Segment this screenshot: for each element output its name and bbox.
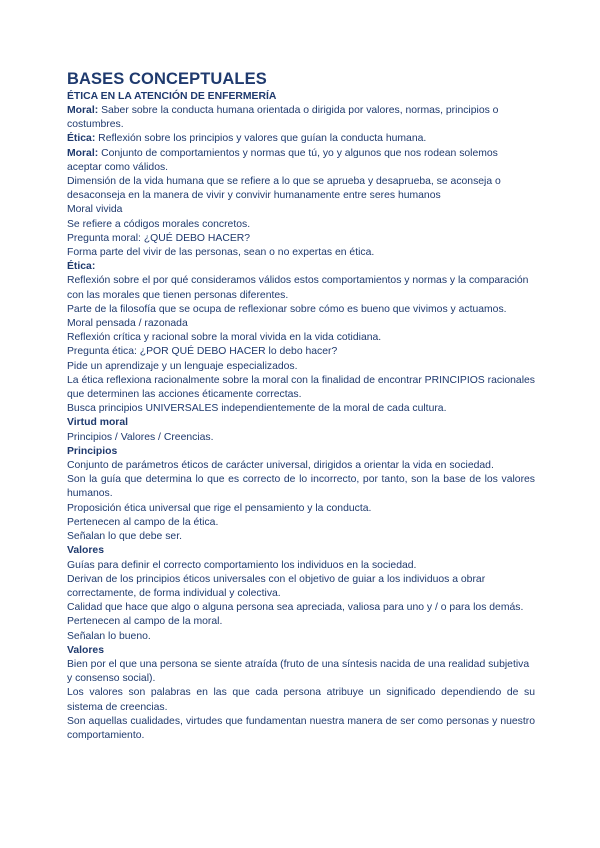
document-subtitle: ÉTICA EN LA ATENCIÓN DE ENFERMERÍA xyxy=(67,91,277,102)
paragraph: Principios / Valores / Creencias. xyxy=(67,431,214,443)
section-heading: Valores xyxy=(67,545,104,557)
paragraph: Busca principios UNIVERSALES independientemente de la moral de cada cultura. xyxy=(67,403,447,415)
paragraph: Pide un aprendizaje y un lenguaje especializados. xyxy=(67,360,298,372)
paragraph: Pertenecen al campo de la ética. xyxy=(67,516,219,528)
paragraph: Dimensión de la vida humana que se refiere a lo que se aprueba y desaprueba, se aconseja o desaconseja en la manera de vivir y convivir humanamente entre seres humanos xyxy=(67,176,501,202)
paragraph: Moral vivida xyxy=(67,204,123,216)
term: Moral: xyxy=(67,105,99,116)
paragraph xyxy=(67,104,535,132)
paragraph: Señalan lo que debe ser. xyxy=(67,531,182,543)
section-heading: Principios xyxy=(67,445,118,457)
definition: Saber sobre la conducta humana orientada o dirigida por valores, normas, principios o costumbres. xyxy=(67,105,499,131)
paragraph: La ética reflexiona racionalmente sobre la moral con la finalidad de encontrar PRINCIPIOS racionales que determinen las acciones éticamente correctas. xyxy=(67,374,535,401)
paragraph: Proposición ética universal que rige el pensamiento y la conducta. xyxy=(67,502,372,514)
paragraph: Son la guía que determina lo que es correcto de lo incorrecto, por tanto, son la base de los valores humanos. xyxy=(67,474,535,500)
paragraph: Pregunta moral: ¿QUÉ DEBO HACER? xyxy=(67,232,251,244)
paragraph: Señalan lo bueno. xyxy=(67,630,151,642)
definition: Conjunto de comportamientos y normas que tú, yo y algunos que nos rodean solemos aceptar como válidos. xyxy=(67,147,498,173)
paragraph: Reflexión crítica y racional sobre la moral vivida en la vida cotidiana. xyxy=(67,332,382,344)
paragraph: Son aquellas cualidades, virtudes que fundamentan nuestra manera de ser como personas y nuestro comportamiento. xyxy=(67,715,535,741)
paragraph xyxy=(67,132,535,146)
term: Moral: xyxy=(67,147,99,159)
paragraph: Forma parte del vivir de las personas, sean o no expertas en ética. xyxy=(67,247,375,259)
definition: Reflexión sobre los principios y valores que guían la conducta humana. xyxy=(95,133,427,145)
paragraph: Se refiere a códigos morales concretos. xyxy=(67,218,251,230)
section-heading: Ética: xyxy=(67,261,96,273)
section-heading: Valores xyxy=(67,644,104,656)
paragraph: Los valores son palabras en las que cada persona atribuye un significado dependiendo de su sistema de creencias. xyxy=(67,687,535,713)
paragraph: Bien por el que una persona se siente atraída (fruto de una síntesis nacida de una realidad subjetiva y consenso social). xyxy=(67,658,530,685)
paragraph: Derivan de los principios éticos universales con el objetivo de guiar a los individuos a obrar correctamente, de forma individual y colectiva. xyxy=(67,573,486,599)
paragraph: Guías para definir el correcto comportamiento los individuos en la sociedad. xyxy=(67,559,417,571)
paragraph: Parte de la filosofía que se ocupa de reflexionar sobre cómo es bueno que vivimos y actuamos. xyxy=(67,303,507,315)
paragraph: Pertenecen al campo de la moral. xyxy=(67,616,223,628)
paragraph: Moral pensada / razonada xyxy=(67,318,188,330)
paragraph: Pregunta ética: ¿POR QUÉ DEBO HACER lo debo hacer? xyxy=(67,346,338,358)
paragraph: Conjunto de parámetros éticos de carácter universal, dirigidos a orientar la vida en sociedad. xyxy=(67,460,494,472)
document-page xyxy=(67,68,535,743)
document-title: BASES CONCEPTUALES xyxy=(67,70,267,88)
term: Ética: xyxy=(67,133,96,145)
paragraph: Calidad que hace que algo o alguna persona sea apreciada, valiosa para uno y / o para los demás. xyxy=(67,602,524,614)
section-heading: Virtud moral xyxy=(67,417,129,429)
paragraph xyxy=(67,147,535,175)
paragraph: Reflexión sobre el por qué consideramos válidos estos comportamientos y normas y la comparación con las morales que tienen personas diferentes. xyxy=(67,275,529,301)
